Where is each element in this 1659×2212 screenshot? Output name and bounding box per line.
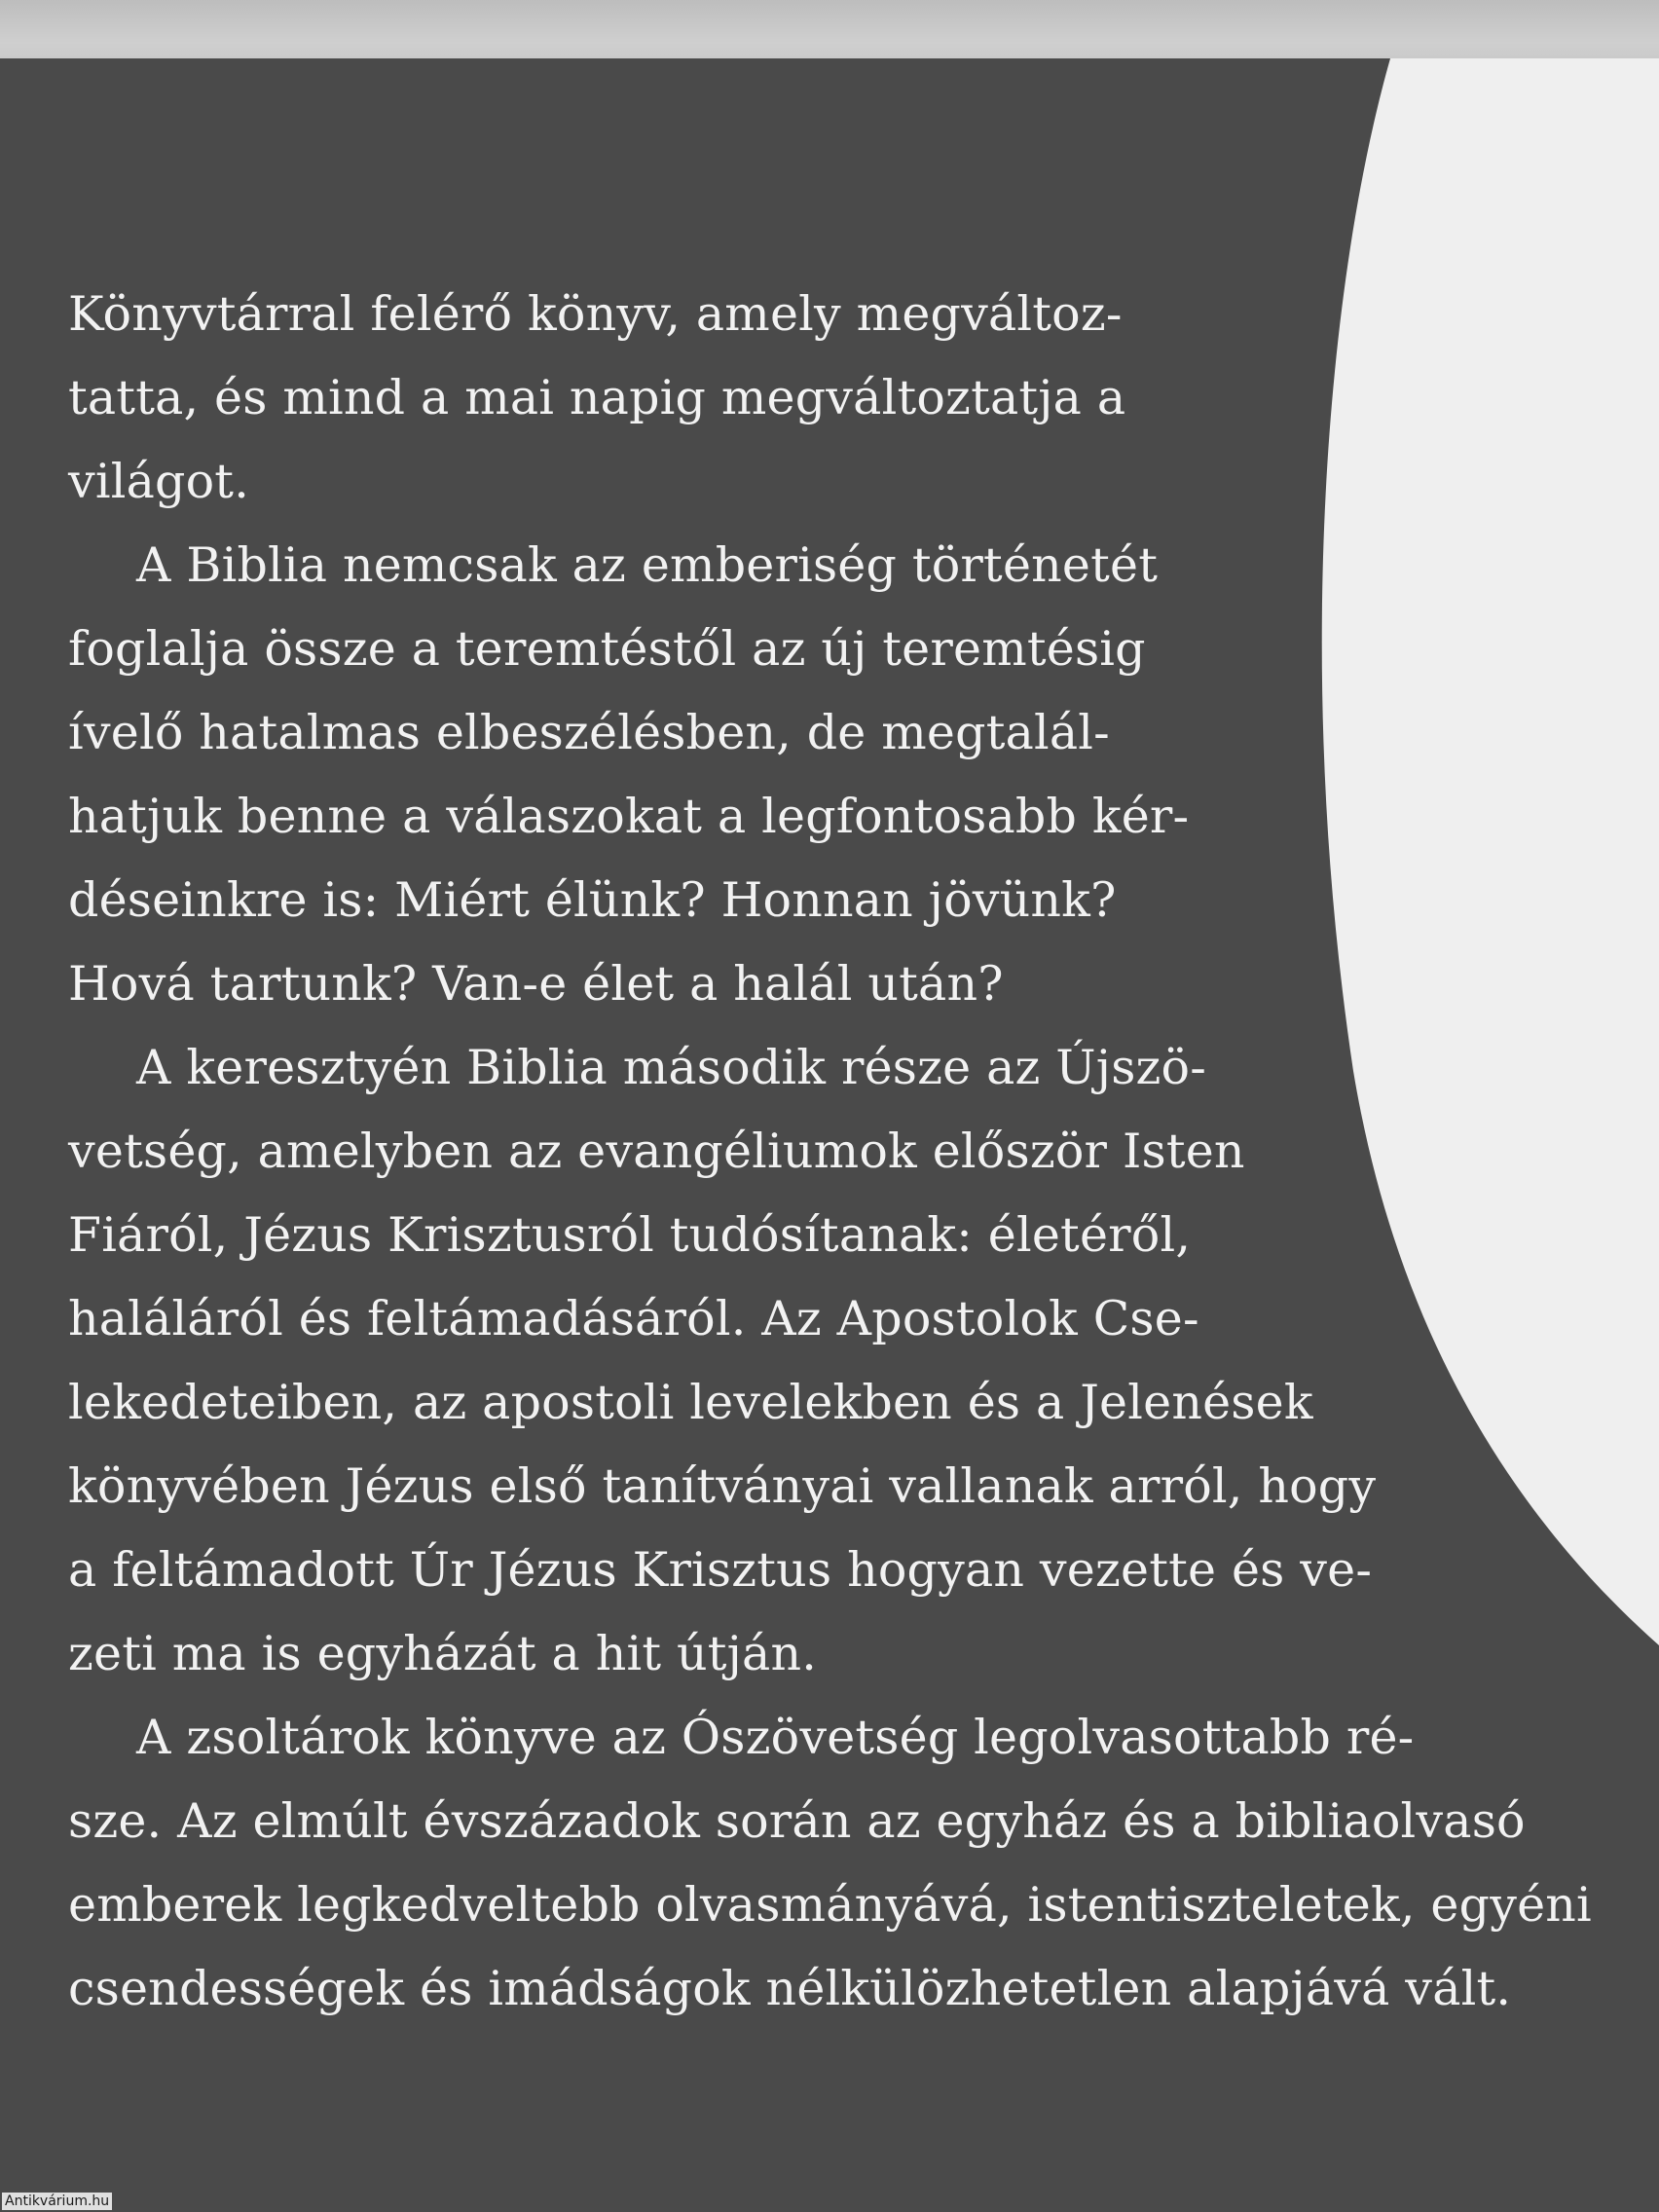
text-line: hatjuk benne a válaszokat a legfontosabb kér-: [68, 789, 1190, 844]
text-line: Fiáról, Jézus Krisztusról tudósítanak: életéről,: [68, 1207, 1192, 1263]
text-line: csendességek és imádságok nélkülözhetetlen alapjává vált.: [68, 1961, 1512, 2016]
text-line: déseinkre is: Miért élünk? Honnan jövünk?: [68, 872, 1117, 928]
text-line: tatta, és mind a mai napig megváltoztatja a: [68, 370, 1126, 425]
text-line: lekedeteiben, az apostoli levelekben és a Jelenések: [68, 1375, 1313, 1430]
text-line: sze. Az elmúlt évszázadok során az egyház és a bibliaolvasó: [68, 1793, 1526, 1849]
text-line: foglalja össze a teremtéstől az új teremtésig: [68, 621, 1146, 677]
text-line: a feltámadott Úr Jézus Krisztus hogyan vezette és ve-: [68, 1542, 1373, 1598]
text-line: A keresztyén Biblia második része az Újszö-: [136, 1040, 1207, 1095]
text-line: haláláról és feltámadásáról. Az Apostolok Cse-: [68, 1291, 1199, 1346]
text-line: emberek legkedveltebb olvasmányává, istentiszteletek, egyéni: [68, 1877, 1592, 1933]
watermark-label: Antikvárium.hu: [2, 2193, 112, 2210]
text-line: Hová tartunk? Van-e élet a halál után?: [68, 956, 1004, 1012]
text-line: A zsoltárok könyve az Ószövetség legolvasottabb ré-: [136, 1710, 1415, 1765]
text-line: világot.: [68, 454, 249, 509]
text-line: A Biblia nemcsak az emberiség történetét: [136, 537, 1159, 593]
text-line: könyvében Jézus első tanítványai vallanak arról, hogy: [68, 1458, 1377, 1514]
text-line: vetség, amelyben az evangéliumok először Isten: [68, 1124, 1245, 1179]
text-line: Könyvtárral felérő könyv, amely megváltoz-: [68, 286, 1123, 342]
text-line: ívelő hatalmas elbeszélésben, de megtalál-: [68, 705, 1110, 760]
text-line: zeti ma is egyházát a hit útján.: [68, 1626, 817, 1681]
